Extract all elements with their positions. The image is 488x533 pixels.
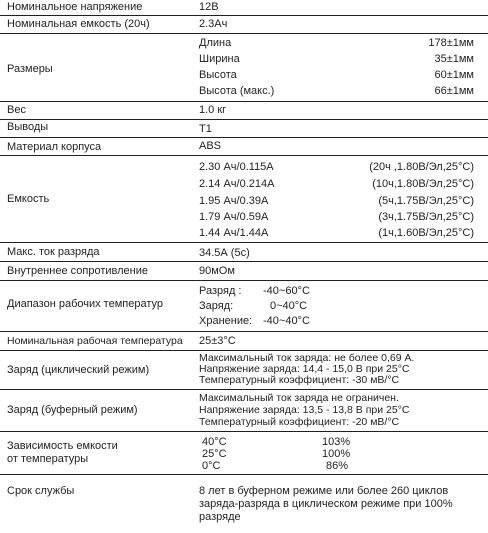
table-row [0, 390, 488, 431]
row-value: 12В [199, 1, 219, 13]
row-label: от температуры [7, 453, 89, 465]
row-label: Зависимость емкости [7, 440, 118, 452]
table-row [0, 475, 488, 533]
service-life-line: разряде [199, 511, 241, 523]
row-label: Выводы [7, 121, 49, 133]
row-label: Макс. ток разряда [7, 246, 100, 258]
dimension-name: Высота (макс.) [199, 85, 275, 97]
dimension-value: 60±1мм [434, 69, 474, 81]
temp-range-value: -40~40°C [263, 315, 310, 327]
row-label: Размеры [7, 63, 53, 75]
charge-float-line: Максимальный ток заряда не ограничен. [199, 392, 399, 404]
row-label: Вес [7, 104, 26, 116]
table-row [0, 262, 488, 280]
capacity-value: 1.44 Ач/1.44А [199, 227, 269, 239]
temp-range-name: Разряд : [199, 285, 242, 297]
dimension-name: Высота [199, 69, 237, 81]
table-row [0, 0, 488, 15]
temp-range-name: Заряд: [199, 300, 234, 312]
service-life-line: заряда-разряда в циклическом режиме при 100% [199, 498, 453, 510]
row-value: ABS [199, 140, 222, 152]
dimension-value: 178±1мм [428, 37, 474, 49]
capacity-condition: (1ч,1.60В/Эл,25°C) [378, 227, 474, 239]
capacity-condition: (5ч,1.75В/Эл,25°C) [378, 195, 474, 207]
row-label: Срок службы [7, 485, 75, 497]
temp-range-value: 0~40°C [270, 300, 308, 312]
capacity-condition: (10ч,1.80В/Эл,25°C) [372, 178, 474, 190]
dimension-value: 66±1мм [434, 85, 474, 97]
row-value: 25±3°C [199, 335, 236, 347]
temp-dependence-value: 103% [322, 436, 351, 448]
dimension-value: 35±1мм [434, 53, 474, 65]
capacity-value: 1.95 Ач/0.39А [199, 195, 269, 207]
charge-cyclic-line: Напряжение заряда: 14,4 - 15,0 В при 25°C [199, 363, 410, 375]
capacity-condition: (20ч ,1.80В/Эл,25°C) [369, 161, 474, 173]
dimension-name: Длина [199, 37, 232, 49]
row-label: Диапазон рабочих температур [7, 298, 163, 310]
table-row [0, 243, 488, 261]
capacity-condition: (3ч,1.75В/Эл,25°C) [378, 211, 474, 223]
capacity-value: 2.30 Ач/0.115А [199, 161, 274, 173]
temp-dependence-temp: 25°C [202, 448, 227, 460]
charge-float-line: Температурный коэффициент: -20 мВ/°C [199, 416, 400, 428]
row-label: Номинальное напряжение [7, 1, 143, 13]
row-value: 2.3Ач [199, 18, 228, 30]
charge-cyclic-line: Максимальный ток заряда: не более 0,69 А. [199, 352, 415, 364]
row-label: Заряд (циклический режим) [7, 364, 150, 376]
row-value: 34.5А (5с) [199, 247, 250, 259]
temp-range-name: Хранение: [199, 315, 253, 327]
dimension-name: Ширина [199, 53, 240, 65]
table-row [0, 16, 488, 33]
row-label: Внутреннее сопротивление [7, 265, 148, 277]
table-row [0, 156, 488, 242]
temp-dependence-value: 86% [326, 460, 349, 472]
row-label: Номинальная рабочая температура [7, 335, 183, 347]
temp-dependence-temp: 40°C [202, 436, 227, 448]
table-row [0, 281, 488, 331]
table-row [0, 432, 488, 474]
charge-cyclic-line: Температурный коэффициент: -30 мВ/°C [199, 374, 400, 386]
charge-float-line: Напряжение заряда: 13,5 - 13,8 В при 25°C [199, 404, 410, 416]
capacity-value: 1.79 Ач/0.59А [199, 211, 269, 223]
row-label: Материал корпуса [7, 141, 102, 153]
table-row [0, 102, 488, 119]
table-row [0, 138, 488, 155]
table-row [0, 332, 488, 350]
table-row [0, 120, 488, 137]
row-value: T1 [199, 123, 212, 135]
temp-dependence-temp: 0°C [202, 460, 221, 472]
temp-range-value: -40~60°C [263, 285, 310, 297]
service-life-line: 8 лет в буферном режиме или более 260 циклов [199, 485, 449, 497]
table-row [0, 34, 488, 101]
row-value: 1.0 кг [199, 104, 227, 116]
row-label: Заряд (буферный режим) [7, 404, 138, 416]
capacity-value: 2.14 Ач/0.214А [199, 178, 275, 190]
temp-dependence-value: 100% [322, 448, 351, 460]
row-label: Номинальная емкость (20ч) [7, 18, 150, 30]
row-label: Емкость [7, 193, 50, 205]
row-value: 90мОм [199, 265, 235, 277]
table-row [0, 351, 488, 389]
